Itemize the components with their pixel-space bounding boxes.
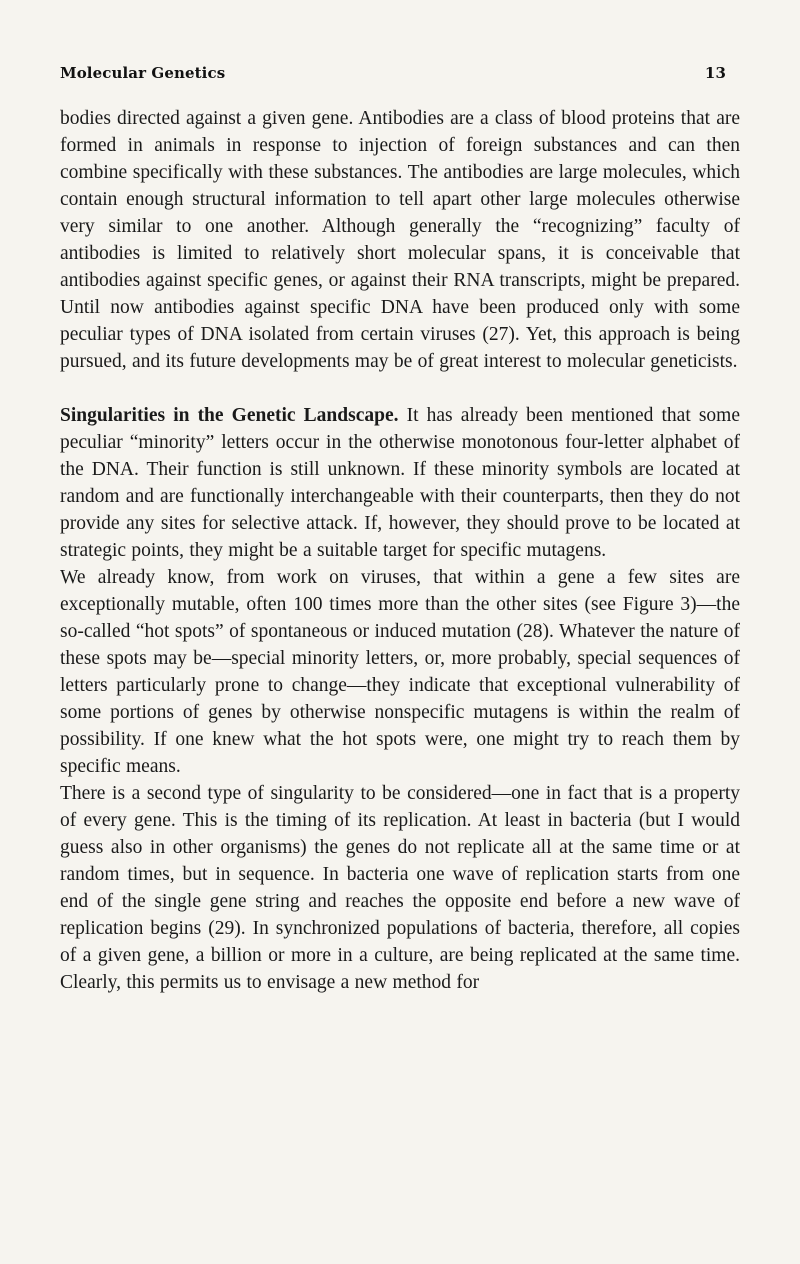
paragraph-text: bodies directed against a given gene. Antibodies are a class of blood proteins that are formed in animals in response to injection of foreign substances and can then combine specifically with these substances. The antibodies are large molecules, which contain enough structural information to tell apart other large molecules otherwise very similar to one another. Although generally the “recognizing” faculty of antibodies is limited to relatively short molecular spans, it is conceivable that antibodies against specific genes, or against their RNA transcripts, might be prepared. Until now antibodies against specific DNA have been produced only with some peculiar types of DNA isolated from certain viruses (27). Yet, this approach is being pursued, and its future developments may be of great interest to molecular geneticists. [60, 108, 740, 372]
paragraph-text: It has already been mentioned that some peculiar “minority” letters occur in the otherwise monotonous four-letter alphabet of the DNA. Their function is still unknown. If these minority symbols are located at random and are functionally interchangeable with their counterparts, then they do not provide any sites for selective attack. If, however, they should prove to be located at strategic points, they might be a suitable target for specific mutagens. [60, 405, 740, 561]
running-title: Molecular Genetics [60, 64, 226, 82]
page-number: 13 [704, 64, 726, 82]
paragraph-hot-spots [60, 564, 740, 780]
paragraph-antibodies [60, 105, 740, 375]
running-header [60, 64, 740, 82]
paragraph-replication-timing [60, 780, 740, 996]
body-text [60, 105, 740, 996]
paragraph-text: We already know, from work on viruses, that within a gene a few sites are exceptionally mutable, often 100 times more than the other sites (see Figure 3)—the so-called “hot spots” of spontaneous or induced mutation (28). Whatever the nature of these spots may be—special minority letters, or, more probably, special sequences of letters particularly prone to change—they indicate that exceptional vulnerability of some portions of genes by otherwise nonspecific mutagens is within the realm of possibility. If one knew what the hot spots were, one might try to reach them by specific means. [60, 567, 740, 777]
paragraph-text: There is a second type of singularity to be considered—one in fact that is a property of every gene. This is the timing of its replication. At least in bacteria (but I would guess also in other organisms) the genes do not replicate all at the same time or at random times, but in sequence. In bacteria one wave of replication starts from one end of the single gene string and reaches the opposite end before a new wave of replication begins (29). In synchronized populations of bacteria, therefore, all copies of a given gene, a billion or more in a culture, are being replicated at the same time. Clearly, this permits us to envisage a new method for [60, 783, 740, 993]
section-heading: Singularities in the Genetic Landscape. [60, 405, 399, 426]
paragraph-singularities [60, 402, 740, 564]
